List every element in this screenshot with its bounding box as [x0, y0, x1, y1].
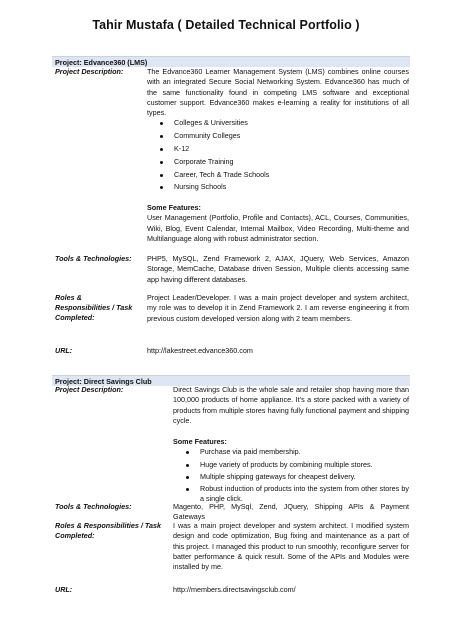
features-text: User Management (Portfolio, Profile and Contacts), ACL, Courses, Communities, Wiki, Blog, Event Calendar, Internal Mailbox, Video Recording, Multi-theme and Multilanguage along with robust administrator section. — [147, 213, 409, 243]
list-item: Career, Tech & Trade Schools — [147, 170, 409, 180]
roles-label-line: Responsibilities / Task — [55, 303, 133, 312]
features-heading: Some Features: — [173, 437, 227, 446]
list-item: Huge variety of products by combining multiple stores. — [173, 460, 409, 470]
features-list — [173, 447, 409, 504]
description-block — [147, 67, 409, 193]
tools-text: PHP5, MySQL, Zend Framework 2, AJAX, JQuery, Web Services, Amazon Storage, MemCache, Database driven Session, Multiple clients accessing same app having different databases. — [147, 254, 409, 284]
description-text: Direct Savings Club is the whole sale and retailer shop having more than 100,000 products of home appliance. It’s a store packed with a variety of products from multiple stores having fully functional payment and shipping cycle. — [173, 385, 409, 425]
roles-label-line: Completed: — [55, 531, 95, 540]
description-label: Project Description: — [55, 67, 124, 76]
project-header: Project: Direct Savings Club — [52, 375, 410, 386]
roles-text: Project Leader/Developer. I was a main project developer and system architect, my role was to develop it in Zend Framework 2. I am reverse engineering it from previous custom developed version along with 2 team members. — [147, 293, 409, 323]
document-title: Tahir Mustafa ( Detailed Technical Portfolio ) — [92, 18, 360, 32]
list-item: Corporate Training — [147, 157, 409, 167]
description-label: Project Description: — [55, 385, 124, 394]
description-text: The Edvance360 Learner Management System (LMS) combines online courses with an integrated Secure Social Networking System. Edvance360 has much of the same functionality found in competing LMS software and exceptional customer support. Edvance360 makes e-learning a reality for institutions of all types. — [147, 67, 409, 118]
list-item: Multiple shipping gateways for cheapest delivery. — [173, 472, 409, 482]
url-label: URL: — [55, 346, 73, 355]
roles-label-line: Roles & Responsibilities / Task — [55, 521, 161, 530]
institution-list — [147, 118, 409, 192]
features-block — [147, 203, 409, 244]
roles-label — [55, 293, 132, 323]
list-item: Community Colleges — [147, 131, 409, 141]
roles-label-line: Completed: — [55, 313, 95, 322]
roles-text: I was a main project developer and system architect. I modified system design and code optimization, Bug fixing and maintenance as a part of this project. I managed this product to run smoothly, reconfigure server for batter performance & quick result. Some of the APIs and Modules were installed by me. — [173, 521, 409, 572]
tools-label: Tools & Technologies: — [55, 254, 132, 263]
features-heading: Some Features: — [147, 203, 201, 212]
project-url[interactable]: http://members.directsavingsclub.com/ — [173, 585, 296, 594]
list-item: Nursing Schools — [147, 182, 409, 192]
project-header: Project: Edvance360 (LMS) — [52, 56, 410, 67]
project-url[interactable]: http://lakestreet.edvance360.com — [147, 346, 253, 355]
list-item: Colleges & Universities — [147, 118, 409, 128]
url-label: URL: — [55, 585, 73, 594]
list-item: Purchase via paid membership. — [173, 447, 409, 457]
roles-label-line: Roles & — [55, 293, 82, 302]
tools-text: Magento, PHP, MySql, Zend, JQuery, Shipping APIs & Payment Gateways — [173, 502, 409, 522]
tools-label: Tools & Technologies: — [55, 502, 132, 511]
roles-label — [55, 521, 161, 541]
features-block — [173, 437, 409, 505]
list-item: K-12 — [147, 144, 409, 154]
list-item: Robust induction of products into the system from other stores by a single click. — [173, 484, 409, 505]
